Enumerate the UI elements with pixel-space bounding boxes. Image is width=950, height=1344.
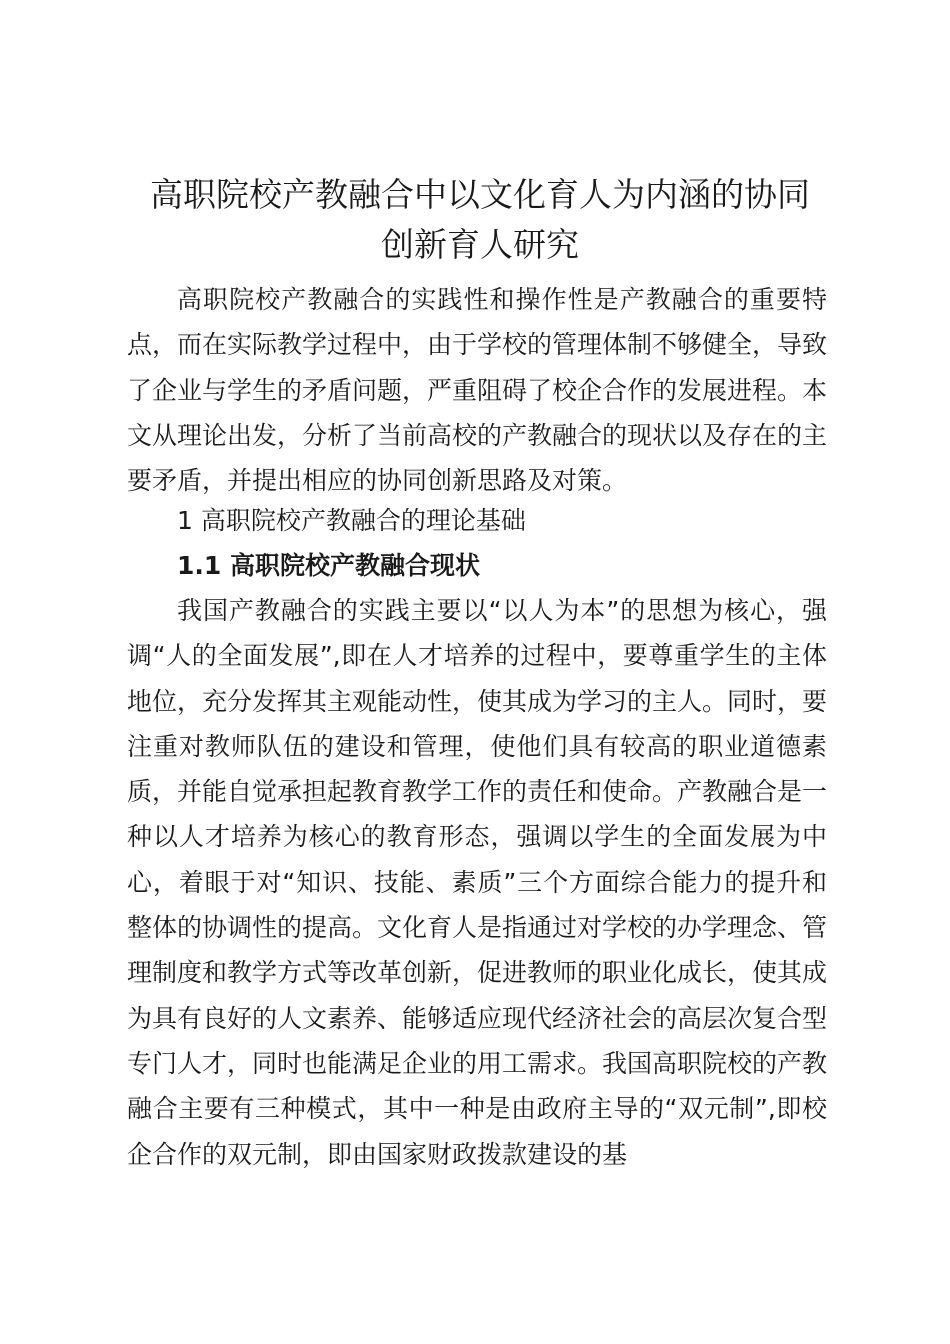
title-line-1: 高职院校产教融合中以文化育人为内涵的协同 xyxy=(150,175,810,214)
intro-paragraph: 高职院校产教融合的实践性和操作性是产教融合的重要特点，而在实际教学过程中，由于学校的管理体制不够健全，导致了企业与学生的矛盾问题，严重阻碍了校企合作的发展进程。本文从理论出发，分析了当前高校的产教融合的现状以及存在的主要矛盾，并提出相应的协同创新思路及对策。 xyxy=(127,285,828,496)
document-title xyxy=(110,170,850,270)
body-paragraph: 我国产教融合的实践主要以“以人为本”的思想为核心，强调“人的全面发展”,即在人才培养的过程中，要尊重学生的主体地位，充分发挥其主观能动性，使其成为学习的主人。同时，要注重对教师队伍的建设和管理，使他们具有较高的职业道德素质，并能自觉承担起教育教学工作的责任和使命。产教融合是一种以人才培养为核心的教育形态，强调以学生的全面发展为中心，着眼于对“知识、技能、素质”三个方面综合能力的提升和整体的协调性的提高。文化育人是指通过对学校的办学理念、管理制度和教学方式等改革创新，促进教师的职业化成长，使其成为具有良好的人文素养、能够适应现代经济社会的高层次复合型专门人才，同时也能满足企业的用工需求。我国高职院校的产教融合主要有三种模式，其中一种是由政府主导的“双元制”,即校企合作的双元制，即由国家财政拨款建设的基 xyxy=(127,596,828,1169)
subsection-heading: 1.1 高职院校产教融合现状 xyxy=(177,551,480,580)
title-line-2: 创新育人研究 xyxy=(381,225,579,264)
section-heading: 1 高职院校产教融合的理论基础 xyxy=(177,506,526,535)
